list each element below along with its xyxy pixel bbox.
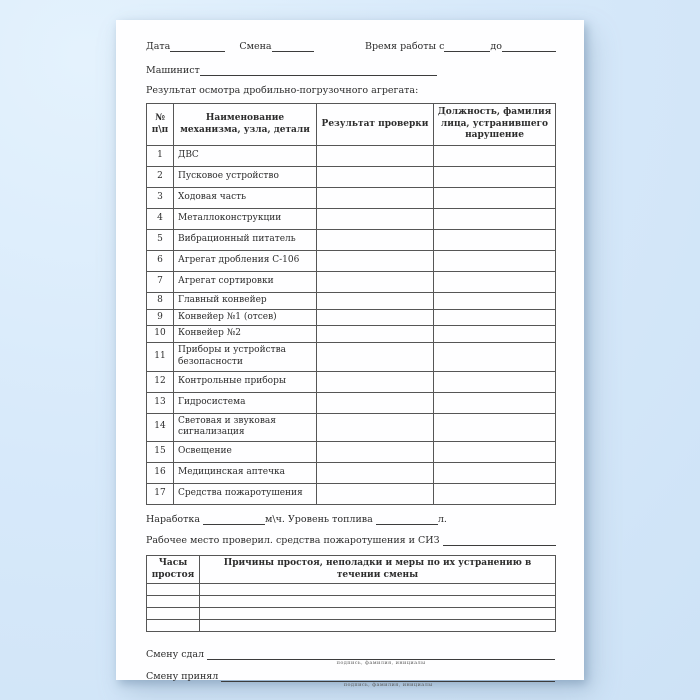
downtime-hours-cell	[147, 608, 200, 620]
row-number: 9	[147, 309, 174, 326]
mechanism-name: Гидросистема	[174, 392, 317, 413]
responsible-cell	[434, 371, 556, 392]
form-header-line	[146, 41, 556, 52]
shift-handed-line	[146, 649, 555, 667]
row-number: 3	[147, 188, 174, 209]
row-number: 6	[147, 251, 174, 272]
operating-hours-label: Наработка	[146, 513, 204, 525]
mechanism-name: Освещение	[174, 441, 317, 462]
inspection-row	[147, 371, 556, 392]
inspection-row	[147, 230, 556, 251]
inspection-row	[147, 343, 556, 371]
fuel-level-label: Уровень топлива	[287, 513, 376, 525]
row-number: 4	[147, 209, 174, 230]
inspection-row	[147, 209, 556, 230]
mechanism-name: Средства пожаротушения	[174, 483, 317, 504]
col-header-responsible: Должность, фамилия лица, устранившего нарушение	[434, 104, 556, 146]
responsible-cell	[434, 343, 556, 371]
row-number: 2	[147, 167, 174, 188]
inspection-table	[146, 103, 556, 505]
row-number: 10	[147, 326, 174, 343]
downtime-table-header	[147, 555, 556, 583]
mechanism-name: Приборы и устройства безопасности	[174, 343, 317, 371]
col-header-downtime-hours: Часы простоя	[147, 555, 200, 583]
mechanism-name: Главный конвейер	[174, 293, 317, 310]
downtime-reason-cell	[200, 620, 556, 632]
shift-accepted-line	[146, 671, 555, 689]
responsible-cell	[434, 392, 556, 413]
inspection-row	[147, 392, 556, 413]
shift-label: Смена	[239, 41, 272, 52]
meters-line	[146, 514, 556, 525]
check-result-cell	[317, 188, 434, 209]
mechanism-name: Металлоконструкции	[174, 209, 317, 230]
operator-label: Машинист	[146, 65, 200, 76]
mechanism-name: Медицинская аптечка	[174, 462, 317, 483]
col-header-mechanism: Наименование механизма, узла, детали	[174, 104, 317, 146]
inspection-row	[147, 251, 556, 272]
row-number: 8	[147, 293, 174, 310]
mechanism-name: Вибрационный питатель	[174, 230, 317, 251]
inspection-row	[147, 293, 556, 310]
inspection-table-body	[147, 146, 556, 505]
mechanism-name: Конвейер №1 (отсев)	[174, 309, 317, 326]
check-result-cell	[317, 272, 434, 293]
work-time-to-label: до	[490, 41, 502, 52]
operator-blank-line	[200, 66, 437, 76]
col-header-result: Результат проверки	[317, 104, 434, 146]
work-time-label: Время работы с	[364, 41, 445, 52]
responsible-cell	[434, 272, 556, 293]
inspection-row	[147, 326, 556, 343]
check-result-cell	[317, 309, 434, 326]
responsible-cell	[434, 230, 556, 251]
operator-line	[146, 65, 556, 76]
inspection-row	[147, 272, 556, 293]
responsible-cell	[434, 309, 556, 326]
responsible-cell	[434, 326, 556, 343]
responsible-cell	[434, 441, 556, 462]
date-shift-group	[146, 41, 314, 52]
check-result-cell	[317, 167, 434, 188]
responsible-cell	[434, 167, 556, 188]
responsible-cell	[434, 462, 556, 483]
mechanism-name: ДВС	[174, 146, 317, 167]
operating-hours-blank	[203, 515, 265, 525]
shift-accepted-blank	[221, 672, 555, 689]
mechanism-name: Агрегат дробления С-106	[174, 251, 317, 272]
mechanism-name: Контрольные приборы	[174, 371, 317, 392]
fuel-unit: л.	[437, 513, 447, 525]
inspection-row	[147, 441, 556, 462]
shift-handed-blank	[207, 650, 555, 667]
row-number: 14	[147, 413, 174, 441]
check-result-cell	[317, 146, 434, 167]
downtime-reason-cell	[200, 608, 556, 620]
work-time-to-blank	[502, 42, 556, 52]
row-number: 5	[147, 230, 174, 251]
mechanism-name: Конвейер №2	[174, 326, 317, 343]
downtime-row	[147, 596, 556, 608]
operating-hours-unit: м\ч.	[265, 513, 288, 525]
document-page	[116, 20, 584, 689]
mechanism-name: Агрегат сортировки	[174, 272, 317, 293]
responsible-cell	[434, 251, 556, 272]
inspection-row	[147, 167, 556, 188]
check-result-cell	[317, 462, 434, 483]
responsible-cell	[434, 413, 556, 441]
row-number: 15	[147, 441, 174, 462]
downtime-row	[147, 608, 556, 620]
shift-handed-label: Смену сдал	[146, 649, 208, 661]
col-header-number: № п\п	[147, 104, 174, 146]
date-label: Дата	[146, 41, 171, 52]
inspection-row	[147, 146, 556, 167]
shift-accepted-label: Смену принял	[146, 671, 222, 683]
check-result-cell	[317, 413, 434, 441]
downtime-reason-cell	[200, 584, 556, 596]
row-number: 11	[147, 343, 174, 371]
inspection-table-header	[147, 104, 556, 146]
form-title: Результат осмотра дробильно-погрузочного агрегата:	[146, 85, 419, 96]
downtime-row	[147, 620, 556, 632]
check-result-cell	[317, 293, 434, 310]
mechanism-name: Пусковое устройство	[174, 167, 317, 188]
fuel-level-blank	[376, 515, 438, 525]
inspection-row	[147, 188, 556, 209]
inspection-row	[147, 413, 556, 441]
col-header-downtime-reasons: Причины простоя, неполадки и меры по их устранению в течении смены	[200, 555, 556, 583]
downtime-hours-cell	[147, 620, 200, 632]
signature-caption: подпись, фамилия, инициалы	[336, 660, 426, 667]
check-result-cell	[317, 343, 434, 371]
work-time-from-blank	[444, 42, 490, 52]
workplace-check-line	[146, 535, 556, 546]
downtime-hours-cell	[147, 584, 200, 596]
downtime-reason-cell	[200, 596, 556, 608]
row-number: 13	[147, 392, 174, 413]
responsible-cell	[434, 483, 556, 504]
downtime-hours-cell	[147, 596, 200, 608]
responsible-cell	[434, 188, 556, 209]
row-number: 17	[147, 483, 174, 504]
inspection-row	[147, 462, 556, 483]
check-result-cell	[317, 230, 434, 251]
row-number: 7	[147, 272, 174, 293]
workplace-check-label: Рабочее место проверил. средства пожаротушения и СИЗ	[146, 534, 443, 546]
check-result-cell	[317, 251, 434, 272]
downtime-table	[146, 555, 556, 632]
responsible-cell	[434, 293, 556, 310]
downtime-row	[147, 584, 556, 596]
signature-caption: подпись, фамилия, инициалы	[343, 682, 433, 689]
downtime-table-body	[147, 584, 556, 632]
row-number: 16	[147, 462, 174, 483]
check-result-cell	[317, 209, 434, 230]
inspection-row	[147, 483, 556, 504]
row-number: 12	[147, 371, 174, 392]
check-result-cell	[317, 392, 434, 413]
check-result-cell	[317, 483, 434, 504]
row-number: 1	[147, 146, 174, 167]
shift-blank-line	[272, 42, 314, 52]
check-result-cell	[317, 441, 434, 462]
work-time-group	[365, 41, 556, 52]
mechanism-name: Ходовая часть	[174, 188, 317, 209]
inspection-row	[147, 309, 556, 326]
responsible-cell	[434, 209, 556, 230]
check-result-cell	[317, 326, 434, 343]
date-blank-line	[170, 42, 225, 52]
check-result-cell	[317, 371, 434, 392]
mechanism-name: Световая и звуковая сигнализация	[174, 413, 317, 441]
workplace-check-blank	[443, 536, 556, 546]
responsible-cell	[434, 146, 556, 167]
